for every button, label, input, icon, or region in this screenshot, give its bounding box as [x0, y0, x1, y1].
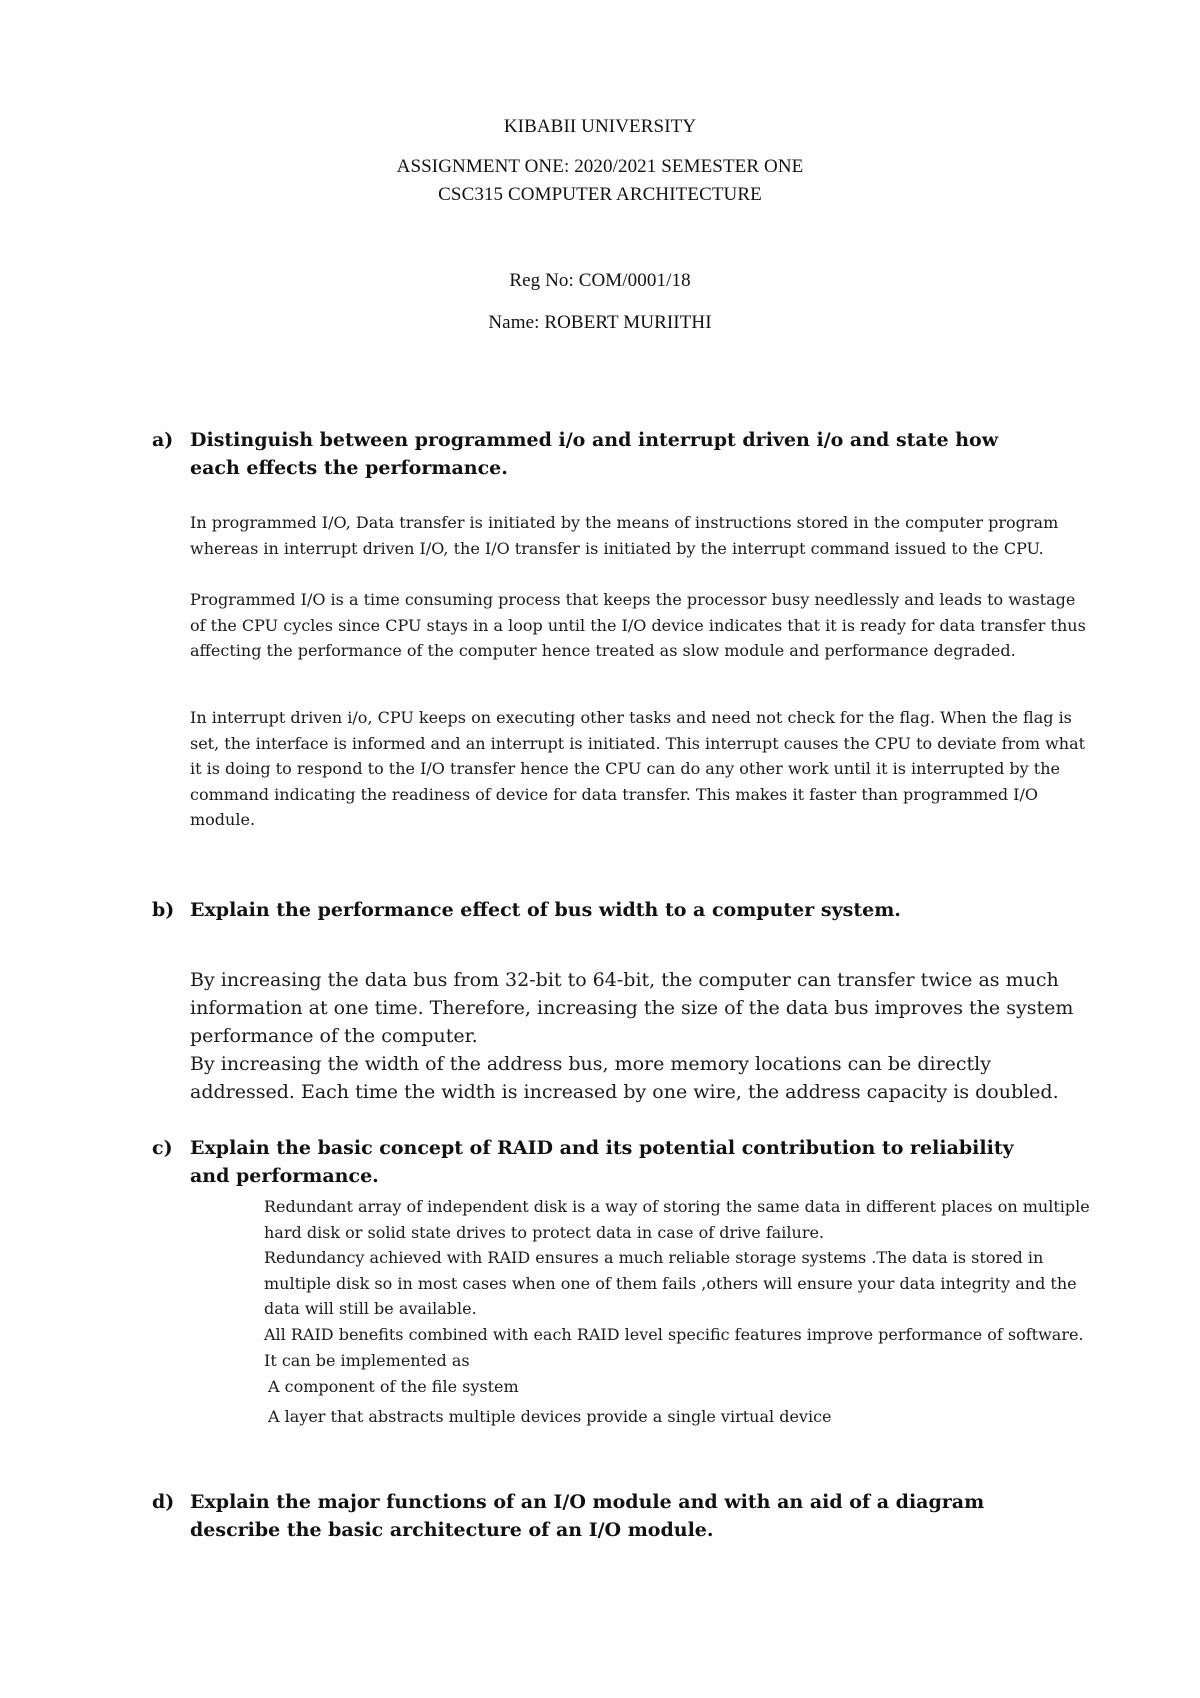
student-name: Name: ROBERT MURIITHI	[488, 312, 712, 333]
answer-a-paragraph-3: In interrupt driven i/o, CPU keeps on executing other tasks and need not check for the flag. When the flag is set, the interface is informed and an interrupt is initiated. This interrupt causes the CPU to deviate from what it is doing to respond to the I/O transfer hence the CPU can do any other work until it is interrupted by the command indicating the readiness of device for data transfer. This makes it faster than programmed I/O module.	[190, 708, 1086, 829]
question-a-letter: a)	[152, 429, 174, 451]
question-a-text: Distinguish between programmed i/o and interrupt driven i/o and state how each effects the performance.	[190, 429, 999, 479]
answer-a-paragraph-1: In programmed I/O, Data transfer is initiated by the means of instructions stored in the computer program whereas in interrupt driven I/O, the I/O transfer is initiated by the interrupt command issued to the CPU.	[190, 513, 1059, 558]
question-d-letter: d)	[152, 1491, 175, 1513]
question-d-text: Explain the major functions of an I/O module and with an aid of a diagram describe the basic architecture of an I/O module.	[190, 1491, 985, 1541]
answer-b-paragraph-2: By increasing the width of the address bus, more memory locations can be directly addressed. Each time the width is increased by one wire, the address capacity is doubled.	[190, 1053, 1059, 1103]
question-b-letter: b)	[152, 899, 175, 921]
question-c-text: Explain the basic concept of RAID and its potential contribution to reliability and performance.	[190, 1137, 1014, 1187]
reg-number: Reg No: COM/0001/18	[509, 270, 691, 291]
answer-b-paragraph-1: By increasing the data bus from 32-bit to 64-bit, the computer can transfer twice as much information at one time. Therefore, increasing the size of the data bus improves the system performance of the computer.	[190, 969, 1074, 1047]
answer-a-paragraph-2: Programmed I/O is a time consuming process that keeps the processor busy needlessly and leads to wastage of the CPU cycles since CPU stays in a loop until the I/O device indicates that it is ready for data transfer thus affecting the performance of the computer hence treated as slow module and performance degraded.	[190, 590, 1086, 660]
answer-c-paragraph-3: All RAID benefits combined with each RAID level specific features improve performance of software. It can be implemented as	[264, 1325, 1084, 1370]
question-b-text: Explain the performance effect of bus width to a computer system.	[190, 899, 901, 921]
university-title: KIBABII UNIVERSITY	[503, 116, 697, 137]
answer-c-list-item-1: A component of the file system	[268, 1377, 519, 1396]
answer-c-paragraph-1: Redundant array of independent disk is a way of storing the same data in different places on multiple hard disk or solid state drives to protect data in case of drive failure.	[264, 1197, 1090, 1242]
assignment-title: ASSIGNMENT ONE: 2020/2021 SEMESTER ONE	[396, 156, 804, 177]
question-c-letter: c)	[152, 1137, 173, 1159]
answer-c-paragraph-2: Redundancy achieved with RAID ensures a much reliable storage systems .The data is stored in multiple disk so in most cases when one of them fails ,others will ensure your data integrity and the data will still be available.	[264, 1248, 1077, 1318]
course-title: CSC315 COMPUTER ARCHITECTURE	[438, 184, 762, 205]
answer-c-list-item-2: A layer that abstracts multiple devices provide a single virtual device	[268, 1407, 832, 1426]
